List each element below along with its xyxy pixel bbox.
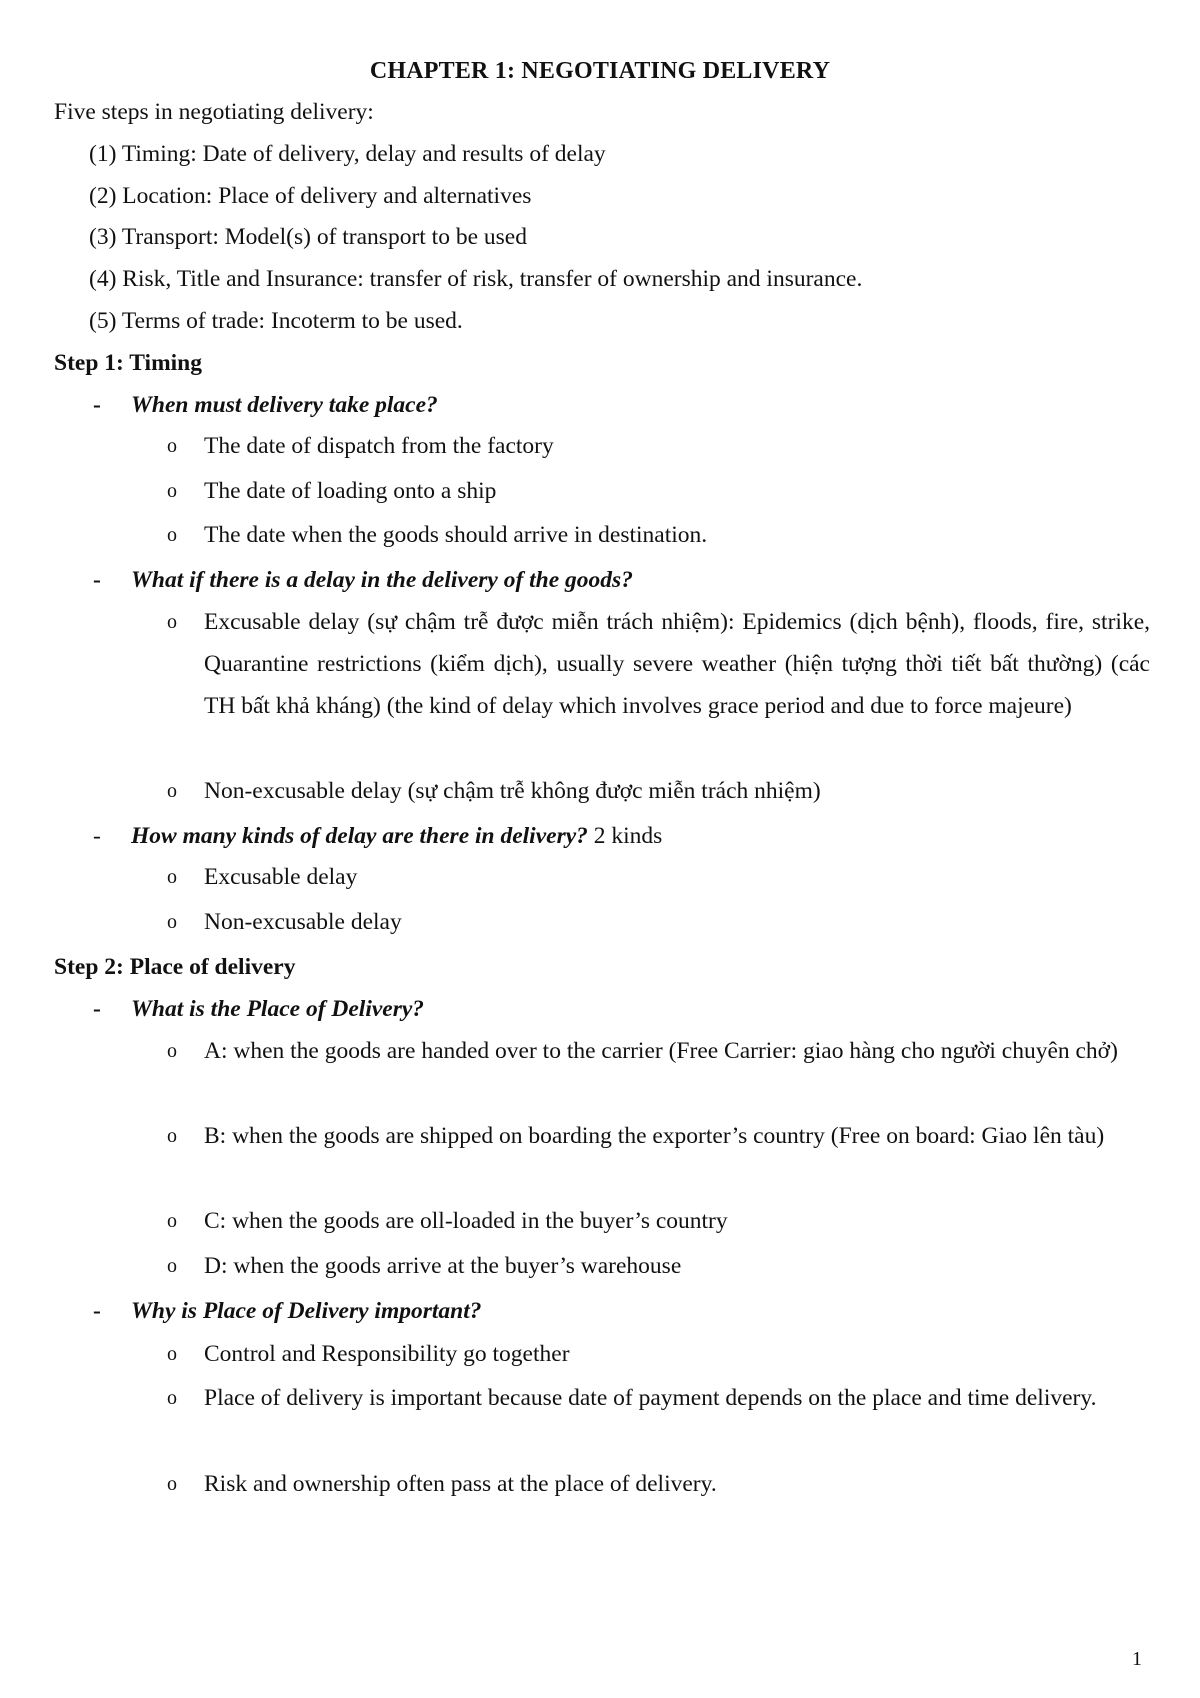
question-answer: 2 kinds <box>587 823 663 849</box>
list-item-text: D: when the goods arrive at the buyer’s warehouse <box>204 1253 682 1279</box>
list-item-text: Non-excusable delay <box>204 909 402 935</box>
list-item <box>0 1383 1200 1469</box>
overview-step-5: (5) Terms of trade: Incoterm to be used. <box>89 308 463 334</box>
intro-text: Five steps in negotiating delivery: <box>54 99 374 125</box>
list-item-text: Non-excusable delay (sự chậm trễ không được miễn trách nhiệm) <box>204 778 821 804</box>
question-text: How many kinds of delay are there in delivery? <box>131 823 588 849</box>
overview-step-3: (3) Transport: Model(s) of transport to be used <box>89 224 527 250</box>
list-item-text: Control and Responsibility go together <box>204 1341 570 1367</box>
list-item-text: Excusable delay <box>204 864 358 890</box>
bullet-marker: o <box>167 524 177 546</box>
bullet-marker: o <box>167 1255 177 1277</box>
question-text: What if there is a delay in the delivery of the goods? <box>131 567 633 593</box>
list-item-text: Excusable delay (sự chậm trễ được miễn trách nhiệm): Epidemics (dịch bệnh), floods, fire, strike, Quarantine restrictions (kiểm dịch), usually severe weather (hiện tượng thời tiết bất thường) (các TH bất khả kháng) (the kind of delay which involves grace period and due to force majeure) <box>204 609 1150 719</box>
bullet-marker: o <box>167 611 177 633</box>
dash-marker: - <box>93 996 101 1022</box>
list-item-text: Place of delivery is important because date of payment depends on the place and time delivery. <box>204 1385 1097 1411</box>
bullet-marker: o <box>167 911 177 933</box>
page-number: 1 <box>1132 1648 1142 1670</box>
list-item <box>0 1121 1200 1207</box>
bullet-marker: o <box>167 435 177 457</box>
bullet-marker: o <box>167 1387 177 1409</box>
list-item <box>0 1036 1200 1122</box>
list-item-text: C: when the goods are oll-loaded in the buyer’s country <box>204 1208 728 1234</box>
step2-heading: Step 2: Place of delivery <box>54 954 296 980</box>
question-text: What is the Place of Delivery? <box>131 996 425 1022</box>
bullet-marker: o <box>167 1343 177 1365</box>
list-item-text: B: when the goods are shipped on boarding the exporter’s country (Free on board: Giao lên tàu) <box>204 1123 1105 1149</box>
bullet-marker: o <box>167 1210 177 1232</box>
list-item-text: A: when the goods are handed over to the carrier (Free Carrier: giao hàng cho người chuyên chở) <box>204 1038 1118 1064</box>
page-title: CHAPTER 1: NEGOTIATING DELIVERY <box>369 58 831 84</box>
overview-step-4: (4) Risk, Title and Insurance: transfer of risk, transfer of ownership and insurance. <box>89 266 863 292</box>
bullet-marker: o <box>167 480 177 502</box>
dash-marker: - <box>93 1298 101 1324</box>
bullet-marker: o <box>167 780 177 802</box>
list-item <box>0 607 1200 777</box>
question-text: Why is Place of Delivery important? <box>131 1298 482 1324</box>
dash-marker: - <box>93 567 101 593</box>
bullet-marker: o <box>167 1040 177 1062</box>
list-item-text: The date of loading onto a ship <box>204 478 497 504</box>
question-row <box>131 821 662 851</box>
bullet-marker: o <box>167 1125 177 1147</box>
dash-marker: - <box>93 392 101 418</box>
overview-step-1: (1) Timing: Date of delivery, delay and results of delay <box>89 141 606 167</box>
bullet-marker: o <box>167 866 177 888</box>
question-text: When must delivery take place? <box>131 392 438 418</box>
list-item-text: The date of dispatch from the factory <box>204 433 554 459</box>
bullet-marker: o <box>167 1473 177 1495</box>
dash-marker: - <box>93 823 101 849</box>
list-item-text: Risk and ownership often pass at the place of delivery. <box>204 1471 717 1497</box>
overview-step-2: (2) Location: Place of delivery and alternatives <box>89 183 532 209</box>
list-item-text: The date when the goods should arrive in destination. <box>204 522 708 548</box>
step1-heading: Step 1: Timing <box>54 350 202 376</box>
